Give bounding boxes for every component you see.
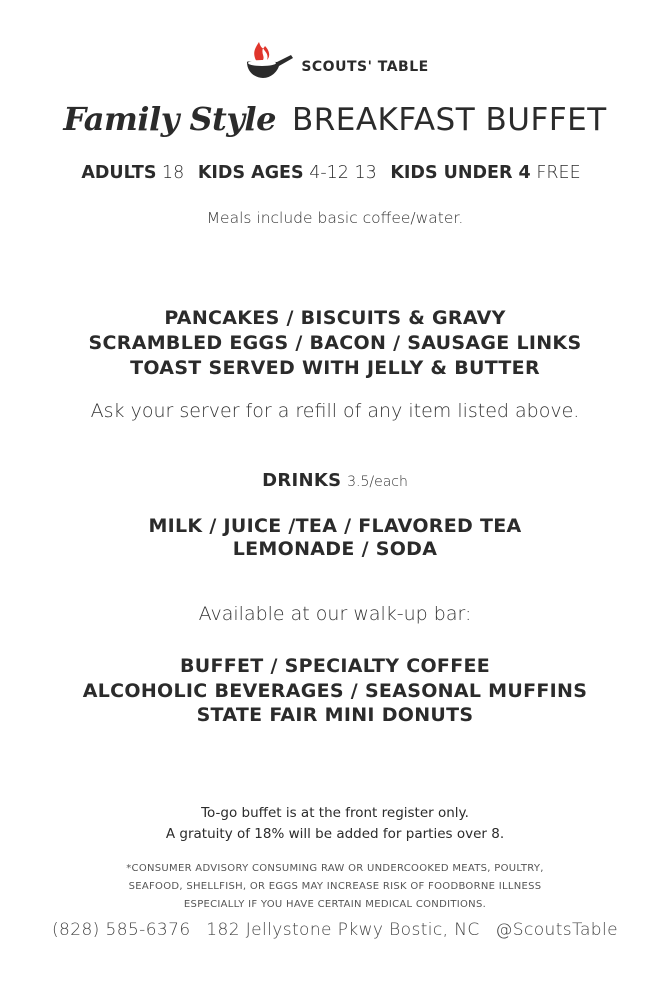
walkup-item: ALCOHOLIC BEVERAGES / SEASONAL MUFFINS: [82, 679, 588, 702]
drinks-list: [0, 515, 670, 561]
advisory-line: *CONSUMER ADVISORY CONSUMING RAW OR UNDERCOOKED MEATS, POULTRY,: [126, 863, 544, 874]
consumer-advisory: [0, 860, 670, 914]
menu-item: PANCAKES / BISCUITS & GRAVY: [164, 307, 506, 329]
address: 182 Jellystone Pkwy Bostic, NC: [206, 920, 480, 940]
menu-item: TOAST SERVED WITH JELLY & BUTTER: [130, 357, 540, 379]
walkup-heading: Available at our walk-up bar:: [198, 603, 472, 625]
price-value-adults: 18: [162, 163, 185, 183]
refill-note: Ask your server for a refill of any item listed above.: [90, 400, 580, 422]
price-value-kids: 4-12 13: [309, 163, 377, 183]
drinks-heading: [0, 470, 670, 491]
footer: [52, 920, 618, 940]
price-label-adults: ADULTS: [81, 163, 157, 183]
advisory-line: ESPECIALLY IF YOU HAVE CERTAIN MEDICAL CONDITIONS.: [183, 899, 487, 910]
meals-note: Meals include basic coffee/water.: [206, 209, 464, 227]
phone-number: (828) 585-6376: [52, 920, 191, 940]
page-title: [0, 100, 670, 138]
drinks-item: MILK / JUICE /TEA / FLAVORED TEA: [148, 515, 522, 537]
price-label-kids-under: KIDS UNDER 4: [390, 163, 531, 183]
gratuity-note: A gratuity of 18% will be added for parties over 8.: [165, 826, 505, 842]
price-line: [0, 163, 670, 183]
walkup-item: BUFFET / SPECIALTY COFFEE: [179, 655, 491, 677]
walkup-list: [0, 654, 670, 728]
walkup-item: STATE FAIR MINI DONUTS: [196, 704, 474, 726]
title-main: BREAKFAST BUFFET: [291, 102, 607, 138]
brand-name: SCOUTS' TABLE: [301, 59, 429, 75]
menu-items: [0, 306, 670, 381]
brand-logo: [0, 38, 670, 80]
drinks-item: LEMONADE / SODA: [232, 538, 438, 560]
drinks-label: DRINKS: [262, 470, 342, 491]
advisory-line: SEAFOOD, SHELLFISH, OR EGGS MAY INCREASE RISK OF FOODBORNE ILLNESS: [128, 881, 542, 892]
drinks-price: 3.5/each: [347, 474, 408, 490]
price-label-kids: KIDS AGES: [197, 163, 304, 183]
menu-item: SCRAMBLED EGGS / BACON / SAUSAGE LINKS: [88, 332, 582, 354]
price-value-kids-under: FREE: [536, 163, 581, 183]
flame-pan-icon: [241, 38, 295, 80]
togo-note: To-go buffet is at the front register only.: [201, 805, 469, 821]
title-script: Family Style: [63, 100, 276, 138]
social-handle: @ScoutsTable: [495, 920, 618, 940]
